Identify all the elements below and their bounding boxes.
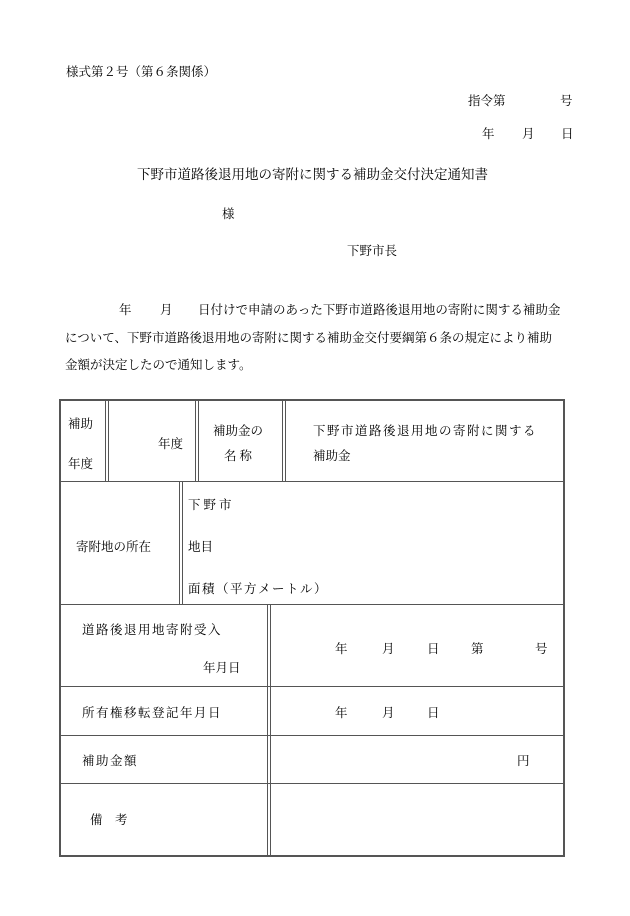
document-title: 下野市道路後退用地の寄附に関する補助金交付決定通知書 (137, 167, 488, 183)
subsidy-year-label-2: 年度 (68, 456, 94, 471)
body-line1: 日付けで申請のあった下野市道路後退用地の寄附に関する補助金 (198, 302, 561, 317)
acceptance-date-label-1: 道路後退用地寄附受入 (82, 622, 223, 637)
transfer-day: 日 (427, 705, 440, 720)
table-rule (61, 604, 563, 605)
table-rule (105, 401, 106, 481)
transfer-year: 年 (335, 705, 348, 720)
table-rule (61, 783, 563, 784)
remarks-label: 備 考 (90, 812, 128, 827)
fiscal-year-suffix: 年度 (158, 436, 184, 451)
table-rule (61, 481, 563, 482)
transfer-month: 月 (382, 705, 395, 720)
ownership-transfer-date-label: 所有権移転登記年月日 (82, 705, 223, 720)
acceptance-month: 月 (382, 641, 395, 656)
subsidy-amount-label: 補助金額 (82, 753, 139, 768)
acceptance-day: 日 (427, 641, 440, 656)
acceptance-year: 年 (335, 641, 348, 656)
date-month: 月 (522, 126, 535, 141)
table-rule (267, 604, 268, 856)
subsidy-name-value-1: 下野市道路後退用地の寄附に関する (313, 423, 538, 438)
body-line2: について、下野市道路後退用地の寄附に関する補助金交付要綱第６条の規定により補助 (65, 330, 553, 345)
table-rule (179, 481, 180, 604)
form-label: 様式第２号（第６条関係） (66, 64, 217, 79)
recipient-suffix: 様 (222, 206, 235, 221)
acceptance-number-prefix: 第 (471, 641, 484, 656)
land-category-label: 地目 (188, 539, 214, 554)
date-year: 年 (482, 126, 495, 141)
table-rule (61, 686, 563, 687)
donated-land-location-label: 寄附地の所在 (76, 539, 152, 554)
order-number-prefix: 指令第 (468, 93, 506, 108)
issuer-name: 下野市長 (347, 243, 398, 258)
body-month: 月 (160, 302, 173, 317)
table-rule (108, 401, 109, 481)
land-area-label: 面積（平方メートル） (188, 581, 329, 596)
body-line3: 金額が決定したので通知します。 (65, 357, 252, 372)
acceptance-number-suffix: 号 (535, 641, 548, 656)
subsidy-year-label-1: 補助 (68, 416, 94, 431)
subsidy-name-value-2: 補助金 (313, 448, 351, 463)
subsidy-name-label-1: 補助金の (213, 423, 264, 438)
body-year: 年 (119, 302, 132, 317)
table-rule (198, 401, 199, 481)
table-rule (195, 401, 196, 481)
date-day: 日 (561, 126, 574, 141)
location-city: 下野市 (188, 497, 235, 512)
subsidy-amount-unit: 円 (517, 753, 530, 768)
table-rule (61, 735, 563, 736)
acceptance-date-label-2: 年月日 (203, 660, 241, 675)
table-rule (285, 401, 286, 481)
table-rule (282, 401, 283, 481)
table-rule (270, 604, 271, 856)
subsidy-name-label-2: 名称 (224, 448, 256, 463)
table-rule (182, 481, 183, 604)
order-number-suffix: 号 (560, 93, 573, 108)
